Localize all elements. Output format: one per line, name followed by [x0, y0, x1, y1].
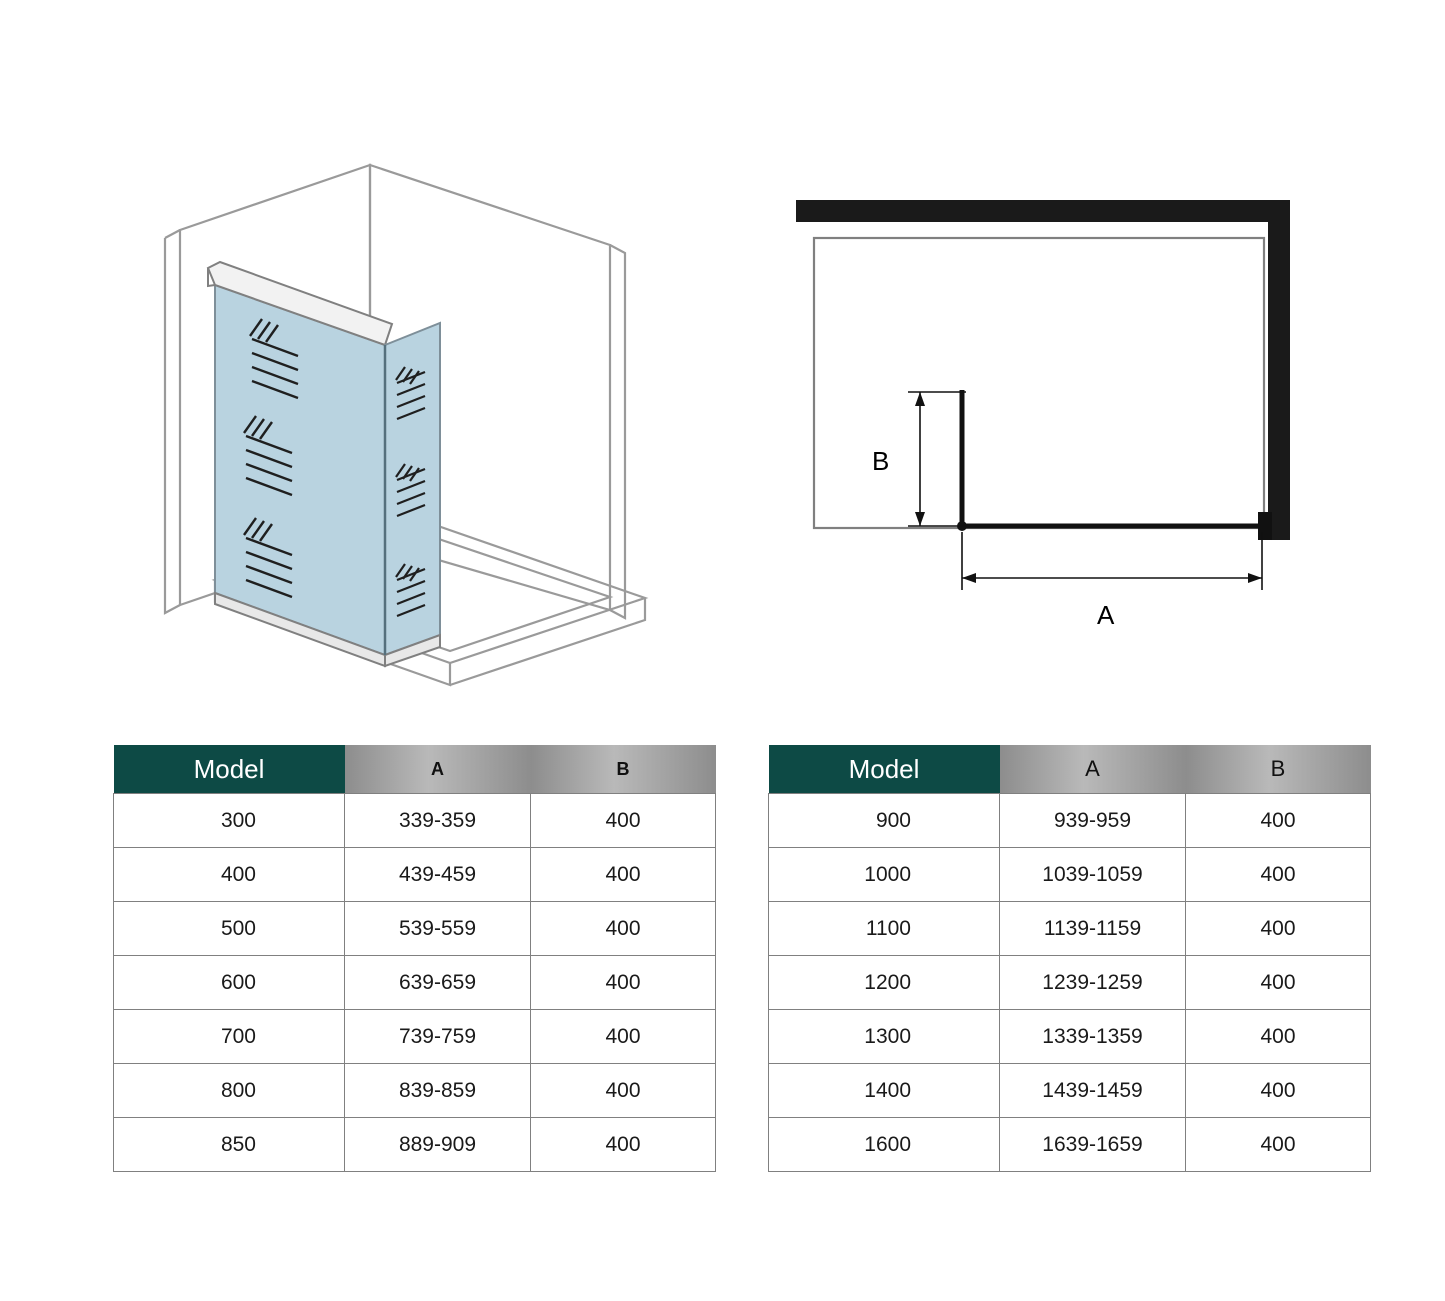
table-header-row [114, 745, 716, 794]
header-a: A [345, 745, 531, 794]
header-b: B [1186, 745, 1371, 794]
cell-b: 400 [1186, 794, 1371, 848]
cell-a: 1339-1359 [1000, 1010, 1186, 1064]
deflector-panel [385, 323, 440, 666]
cell-a: 1139-1159 [1000, 902, 1186, 956]
header-a: A [1000, 745, 1186, 794]
wall-bracket [1258, 512, 1272, 540]
cell-b: 400 [1186, 1010, 1371, 1064]
cell-b: 400 [531, 1010, 716, 1064]
dimension-a-label: A [1097, 600, 1115, 630]
cell-a: 939-959 [1000, 794, 1186, 848]
cell-b: 400 [1186, 956, 1371, 1010]
header-b: B [531, 745, 716, 794]
cell-b: 400 [531, 794, 716, 848]
dimension-b [908, 392, 966, 526]
cell-model: 600 [114, 956, 345, 1010]
cell-b: 400 [1186, 1064, 1371, 1118]
table-row [769, 956, 1371, 1010]
cell-a: 839-859 [345, 1064, 531, 1118]
cell-b: 400 [531, 956, 716, 1010]
wall-solid [796, 200, 1290, 540]
cell-a: 889-909 [345, 1118, 531, 1172]
spec-table-right [768, 745, 1371, 1172]
cell-b: 400 [531, 1064, 716, 1118]
table-row [769, 1010, 1371, 1064]
cell-a: 1639-1659 [1000, 1118, 1186, 1172]
plan-shower-diagram [760, 160, 1360, 660]
spec-table-left [113, 745, 716, 1172]
cell-a: 739-759 [345, 1010, 531, 1064]
cell-model: 1300 [769, 1010, 1000, 1064]
cell-b: 400 [531, 1118, 716, 1172]
header-model: Model [769, 745, 1000, 794]
cell-model: 1100 [769, 902, 1000, 956]
cell-b: 400 [1186, 1118, 1371, 1172]
header-model: Model [114, 745, 345, 794]
cell-b: 400 [531, 848, 716, 902]
table-row [114, 794, 716, 848]
table-row [769, 1118, 1371, 1172]
table-row [114, 1064, 716, 1118]
dimension-b-label: B [872, 446, 890, 476]
table-row [114, 956, 716, 1010]
table-row [769, 1064, 1371, 1118]
table-header-row [769, 745, 1371, 794]
cell-a: 439-459 [345, 848, 531, 902]
cell-a: 539-559 [345, 902, 531, 956]
cell-model: 800 [114, 1064, 345, 1118]
table-row [114, 902, 716, 956]
cell-a: 639-659 [345, 956, 531, 1010]
cell-model: 1200 [769, 956, 1000, 1010]
cell-model: 900 [769, 794, 1000, 848]
cell-model: 850 [114, 1118, 345, 1172]
main-glass-panel [208, 262, 392, 666]
table-row [769, 902, 1371, 956]
cell-model: 1600 [769, 1118, 1000, 1172]
table-row [769, 794, 1371, 848]
cell-b: 400 [1186, 902, 1371, 956]
tray-outline [814, 238, 1264, 528]
isometric-shower-diagram [120, 110, 680, 690]
cell-a: 1039-1059 [1000, 848, 1186, 902]
cell-model: 700 [114, 1010, 345, 1064]
cell-model: 1400 [769, 1064, 1000, 1118]
table-row [114, 848, 716, 902]
table-row [114, 1118, 716, 1172]
table-row [769, 848, 1371, 902]
table-row [114, 1010, 716, 1064]
dimension-a [962, 532, 1262, 590]
cell-model: 400 [114, 848, 345, 902]
cell-b: 400 [531, 902, 716, 956]
cell-a: 1239-1259 [1000, 956, 1186, 1010]
cell-model: 300 [114, 794, 345, 848]
cell-a: 1439-1459 [1000, 1064, 1186, 1118]
cell-a: 339-359 [345, 794, 531, 848]
cell-model: 1000 [769, 848, 1000, 902]
spec-tables [0, 735, 1445, 1205]
cell-b: 400 [1186, 848, 1371, 902]
cell-model: 500 [114, 902, 345, 956]
